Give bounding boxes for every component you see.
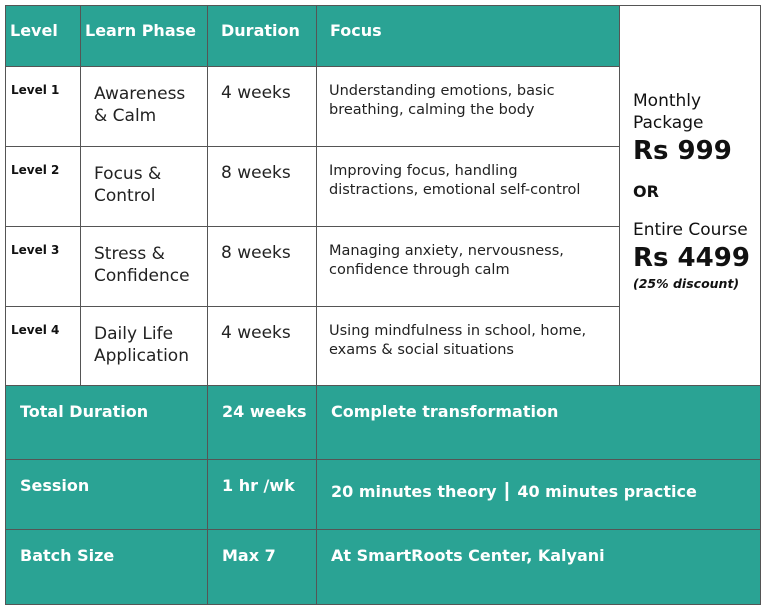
level-1-label: Level 1 (5, 66, 81, 147)
summary-session-detail: 20 minutes theory ┃ 40 minutes practice (316, 459, 761, 530)
level-2-label: Level 2 (5, 146, 81, 227)
level-3-focus-line1: Managing anxiety, nervousness, (329, 243, 564, 259)
summary-total-duration-detail: Complete transformation (316, 385, 761, 460)
level-1-focus (316, 66, 620, 147)
header-learn-phase: Learn Phase (80, 5, 208, 67)
level-3-phase-line2: Confidence (94, 266, 190, 286)
level-2-phase-line1: Focus & (94, 164, 162, 184)
level-2-phase-line2: Control (94, 186, 156, 206)
course-price: Rs 4499 (633, 243, 750, 273)
monthly-price: Rs 999 (633, 136, 732, 166)
level-2-focus-line1: Improving focus, handling (329, 163, 518, 179)
or-separator: OR (633, 182, 659, 201)
level-1-phase-line2: & Calm (94, 106, 157, 126)
level-4-phase-line1: Daily Life (94, 324, 174, 344)
summary-session-label: Session (5, 459, 208, 530)
entire-course-label: Entire Course (633, 220, 748, 240)
summary-batch-size-label: Batch Size (5, 529, 208, 605)
summary-total-duration-label: Total Duration (5, 385, 208, 460)
discount-note: (25% discount) (633, 276, 740, 291)
level-4-focus (316, 306, 620, 386)
level-1-phase-line1: Awareness (94, 84, 186, 104)
level-2-focus (316, 146, 620, 227)
level-2-focus-line2: distractions, emotional self-control (329, 182, 581, 198)
pricing-panel (619, 5, 761, 386)
header-focus: Focus (316, 5, 620, 67)
level-4-phase (80, 306, 208, 386)
summary-total-duration-value: 24 weeks (207, 385, 317, 460)
level-4-phase-line2: Application (94, 346, 189, 366)
summary-batch-size-detail: At SmartRoots Center, Kalyani (316, 529, 761, 605)
summary-batch-size-value: Max 7 (207, 529, 317, 605)
course-table (5, 5, 761, 605)
monthly-package-label-line1: Monthly (633, 91, 702, 111)
level-1-phase (80, 66, 208, 147)
monthly-package-label-line2: Package (633, 113, 704, 133)
level-3-phase-line1: Stress & (94, 244, 165, 264)
level-2-phase (80, 146, 208, 227)
summary-session-value: 1 hr /wk (207, 459, 317, 530)
level-1-focus-line1: Understanding emotions, basic (329, 83, 555, 99)
level-3-label: Level 3 (5, 226, 81, 307)
level-4-duration: 4 weeks (207, 306, 317, 386)
level-4-focus-line1: Using mindfulness in school, home, (329, 323, 587, 339)
level-3-phase (80, 226, 208, 307)
header-level: Level (5, 5, 81, 67)
header-duration: Duration (207, 5, 317, 67)
level-1-duration: 4 weeks (207, 66, 317, 147)
level-1-focus-line2: breathing, calming the body (329, 102, 535, 118)
level-2-duration: 8 weeks (207, 146, 317, 227)
level-3-focus (316, 226, 620, 307)
level-4-focus-line2: exams & social situations (329, 342, 514, 358)
level-4-label: Level 4 (5, 306, 81, 386)
level-3-duration: 8 weeks (207, 226, 317, 307)
level-3-focus-line2: confidence through calm (329, 262, 510, 278)
